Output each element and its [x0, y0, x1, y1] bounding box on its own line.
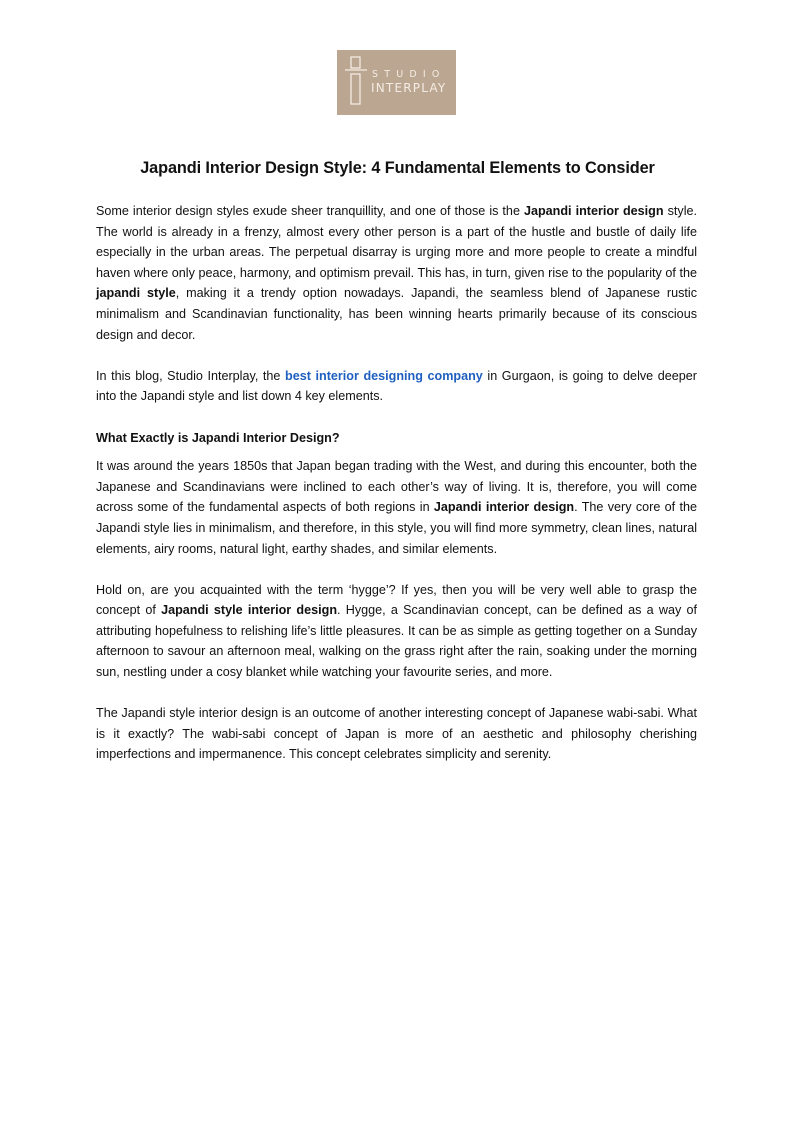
history-paragraph [96, 456, 697, 559]
wabi-sabi-paragraph [96, 703, 697, 765]
logo-text-interplay: INTERPLAY [371, 81, 447, 95]
document-title: Japandi Interior Design Style: 4 Fundamental Elements to Consider [140, 158, 655, 177]
text: In this blog, Studio Interplay, the [96, 368, 286, 383]
blog-intro-paragraph [96, 366, 697, 407]
logo-text-studio: STUDIO [372, 69, 446, 80]
text: , making it a trendy option nowadays. Japandi, the seamless blend of Japanese rustic minimalism and Scandinavian functionality, has been winning hearts primarily because of its conscious design and decor. [96, 286, 697, 342]
text: style. The world is already in a frenzy, almost every other person is a part of the hustle and bustle of daily life especially in the urban areas. The perpetual disarray is urging more and more people to create a mindful haven where only peace, harmony, and optimism prevail. This has, in turn, given rise to the popularity of the [96, 204, 697, 280]
bold-keyword: japandi style [96, 286, 176, 301]
intro-paragraph [96, 201, 697, 345]
text: . The very core of the Japandi style lies in minimalism, and therefore, in this style, you will find more symmetry, clean lines, natural elements, airy rooms, natural light, earthy shades, and similar elements. [96, 500, 697, 556]
bold-keyword: Japandi interior design [523, 204, 664, 218]
bold-keyword: Japandi style interior design [161, 603, 338, 618]
bold-keyword: Japandi interior design [433, 500, 575, 515]
best-interior-company-link[interactable]: best interior designing company [285, 368, 483, 383]
text: The Japandi style interior design is an outcome of another interesting concept of Japanese wabi-sabi. What is it exactly? The wabi-sabi concept of Japan is more of an aesthetic and philosophy cherishing imperfections and impermanence. This concept celebrates simplicity and serenity. [96, 706, 697, 762]
text: . Hygge, a Scandinavian concept, can be defined as a way of attributing hopefulness to relishing life’s little pleasures. It can be as simple as getting together on a Sunday afternoon to savour an afternoon meal, walking on the grass right after the rain, soaking under the morning sun, nestling under a cosy blanket while watching your favourite series, and more. [96, 603, 697, 680]
section-heading: What Exactly is Japandi Interior Design? [96, 430, 340, 445]
text: Some interior design styles exude sheer tranquillity, and one of those is the [96, 204, 524, 218]
studio-interplay-mark-icon [345, 56, 367, 106]
text: It was around the years 1850s that Japan began trading with the West, and during this encounter, both the Japanese and Scandinavians were inclined to each other’s way of living. It is, therefore, you will come across some of the fundamental aspects of both regions in [96, 459, 697, 515]
article-body [96, 201, 697, 786]
studio-interplay-logo [337, 50, 456, 115]
text: Hold on, are you acquainted with the term ‘hygge’? If yes, then you will be very well able to grasp the concept of [96, 582, 697, 618]
hygge-paragraph [96, 580, 697, 683]
text: in Gurgaon, is going to delve deeper into the Japandi style and list down 4 key elements. [96, 368, 697, 404]
